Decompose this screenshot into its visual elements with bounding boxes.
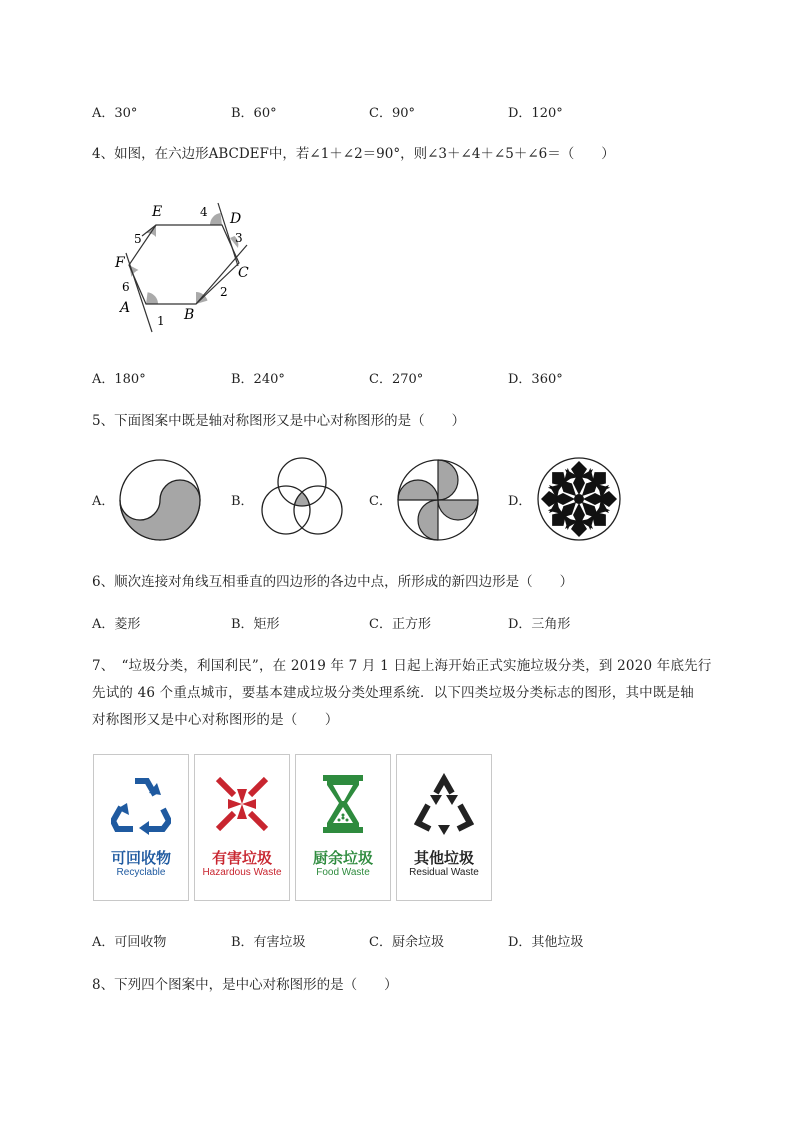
label-angle-3: 3: [235, 231, 243, 245]
sign-food: [295, 754, 391, 901]
q7-option-c: C．厨余垃圾: [369, 935, 444, 950]
q5-label-a: A．: [92, 494, 115, 509]
q6-option-a: A．菱形: [92, 617, 141, 632]
label-angle-1: 1: [157, 314, 165, 328]
hazard-cross-icon: [212, 773, 272, 835]
sign-residual-cn: 其他垃圾: [413, 849, 474, 867]
label-angle-4: 4: [200, 205, 208, 219]
q6-option-c: C．正方形: [369, 617, 431, 632]
residual-triangle-icon: [414, 773, 474, 835]
snowflake-figure: [536, 456, 622, 542]
q7-option-d: D．其他垃圾: [508, 935, 584, 950]
label-C: C: [238, 265, 249, 281]
q3-option-b: B．60°: [231, 106, 277, 121]
sign-recyclable-cn: 可回收物: [110, 849, 171, 867]
hourglass-icon: [313, 773, 373, 835]
q3-option-a: A．30°: [92, 106, 138, 121]
q7-option-a: A．可回收物: [92, 935, 167, 950]
hexagon-figure: [110, 198, 260, 338]
q8-stem: 8、下列四个图案中，是中心对称图形的是（ ）: [92, 977, 398, 993]
q4-option-d: D．360°: [508, 372, 563, 387]
label-F: F: [115, 255, 125, 271]
label-angle-2: 2: [220, 285, 228, 299]
three-circles-figure: [256, 454, 348, 538]
q5-stem: 5、下面图案中既是轴对称图形又是中心对称图形的是（ ）: [92, 413, 466, 429]
label-E: E: [152, 204, 163, 220]
pinwheel-figure: [396, 458, 480, 542]
sign-hazardous-en: Hazardous Waste: [202, 867, 282, 878]
q7-line-3: 对称图形又是中心对称图形的是（ ）: [92, 712, 339, 728]
sign-recyclable: [93, 754, 189, 901]
sign-food-cn: 厨余垃圾: [312, 849, 373, 867]
q6-option-b: B．矩形: [231, 617, 280, 632]
q4-option-c: C．270°: [369, 372, 424, 387]
taiji-figure: [118, 458, 202, 542]
angle-1-shade: [146, 292, 158, 304]
q5-label-c: C．: [369, 494, 392, 509]
q7-line-1: 7、 “垃圾分类，利国利民”，在 2019 年 7 月 1 日起上海开始正式实施垃圾分类，到 2020 年底先行: [92, 658, 712, 674]
q4-option-a: A．180°: [92, 372, 146, 387]
sign-recyclable-en: Recyclable: [116, 867, 166, 878]
q3-option-c: C．90°: [369, 106, 415, 121]
q5-label-b: B．: [231, 494, 254, 509]
label-D: D: [230, 211, 242, 227]
q7-option-b: B．有害垃圾: [231, 935, 306, 950]
angle-4-shade: [210, 213, 222, 225]
recycle-icon: [111, 773, 171, 835]
q6-option-d: D．三角形: [508, 617, 571, 632]
q3-option-d: D．120°: [508, 106, 563, 121]
sign-food-en: Food Waste: [316, 867, 370, 878]
sign-residual-en: Residual Waste: [409, 867, 479, 878]
label-A: A: [120, 300, 131, 316]
label-angle-6: 6: [122, 280, 130, 294]
sign-hazardous: [194, 754, 290, 901]
q5-label-d: D．: [508, 494, 532, 509]
q4-option-b: B．240°: [231, 372, 285, 387]
sign-residual: [396, 754, 492, 901]
q7-line-2: 先试的 46 个重点城市，要基本建成垃圾分类处理系统．以下四类垃圾分类标志的图形，其中既是轴: [92, 685, 694, 701]
label-B: B: [184, 307, 195, 323]
q4-stem: 4、如图，在六边形ABCDEF中，若∠1＋∠2＝90°，则∠3＋∠4＋∠5＋∠6＝（ ）: [92, 146, 615, 162]
label-angle-5: 5: [134, 232, 142, 246]
sign-hazardous-cn: 有害垃圾: [211, 849, 272, 867]
q6-stem: 6、顺次连接对角线互相垂直的四边形的各边中点，所形成的新四边形是（ ）: [92, 574, 574, 590]
